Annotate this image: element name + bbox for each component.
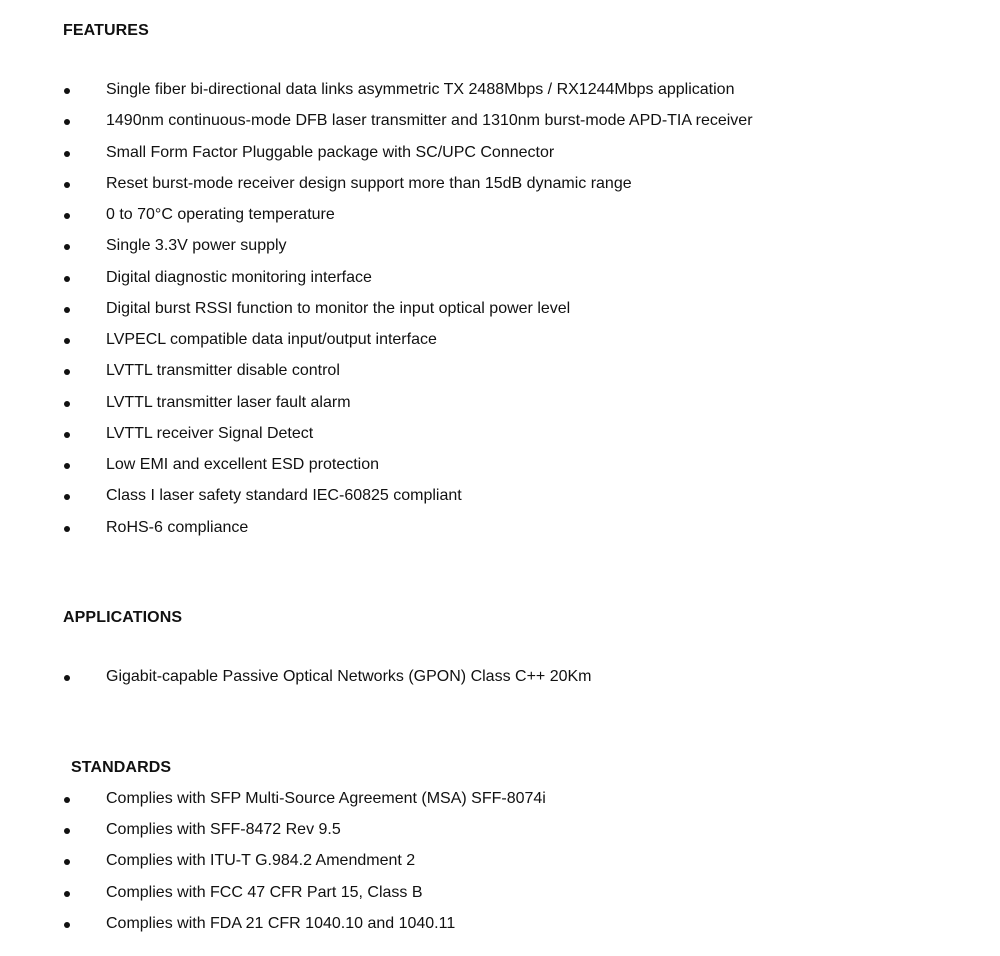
list-item xyxy=(0,330,753,361)
standards-list xyxy=(0,789,546,945)
bullet-icon xyxy=(64,401,70,407)
list-item-text: Complies with FDA 21 CFR 1040.10 and 1040.11 xyxy=(106,914,456,932)
list-item-text: Reset burst-mode receiver design support more than 15dB dynamic range xyxy=(106,174,632,192)
list-item xyxy=(0,486,753,517)
list-item xyxy=(0,667,592,698)
bullet-icon xyxy=(64,88,70,94)
list-item xyxy=(0,205,753,236)
applications-list xyxy=(0,667,592,698)
list-item xyxy=(0,80,753,111)
list-item xyxy=(0,268,753,299)
bullet-icon xyxy=(64,891,70,897)
list-item xyxy=(0,851,546,882)
bullet-icon xyxy=(64,119,70,125)
list-item-text: LVTTL transmitter laser fault alarm xyxy=(106,393,351,411)
bullet-icon xyxy=(64,828,70,834)
bullet-icon xyxy=(64,369,70,375)
list-item-text: LVPECL compatible data input/output interface xyxy=(106,331,437,348)
list-item-text: RoHS-6 compliance xyxy=(106,518,249,536)
list-item-text: 0 to 70°C operating temperature xyxy=(106,206,335,223)
bullet-icon xyxy=(64,276,70,282)
list-item xyxy=(0,455,753,486)
bullet-icon xyxy=(64,526,70,532)
bullet-icon xyxy=(64,494,70,500)
bullet-icon xyxy=(64,797,70,803)
bullet-icon xyxy=(64,675,70,681)
list-item-text: Class I laser safety standard IEC-60825 compliant xyxy=(106,487,462,505)
list-item xyxy=(0,174,753,205)
bullet-icon xyxy=(64,182,70,188)
bullet-icon xyxy=(64,463,70,469)
features-heading: FEATURES xyxy=(63,22,149,39)
bullet-icon xyxy=(64,213,70,219)
list-item-text: Complies with ITU-T G.984.2 Amendment 2 xyxy=(106,852,416,870)
list-item-text: Complies with FCC 47 CFR Part 15, Class B xyxy=(106,883,423,901)
list-item xyxy=(0,883,546,914)
bullet-icon xyxy=(64,151,70,157)
list-item xyxy=(0,361,753,392)
list-item xyxy=(0,111,753,142)
list-item-text: Small Form Factor Pluggable package with SC/UPC Connector xyxy=(106,143,555,161)
list-item-text: LVTTL transmitter disable control xyxy=(106,362,340,380)
standards-heading: STANDARDS xyxy=(71,759,172,776)
bullet-icon xyxy=(64,307,70,313)
list-item-text: Single 3.3V power supply xyxy=(106,237,287,255)
features-list xyxy=(0,80,753,549)
bullet-icon xyxy=(64,922,70,928)
list-item xyxy=(0,820,546,851)
list-item-text: Digital burst RSSI function to monitor the input optical power level xyxy=(106,299,571,317)
bullet-icon xyxy=(64,338,70,344)
bullet-icon xyxy=(64,859,70,865)
list-item xyxy=(0,236,753,267)
list-item xyxy=(0,299,753,330)
list-item xyxy=(0,914,546,945)
list-item xyxy=(0,424,753,455)
bullet-icon xyxy=(64,244,70,250)
list-item-text: Low EMI and excellent ESD protection xyxy=(106,456,380,473)
list-item xyxy=(0,393,753,424)
list-item-text: Complies with SFP Multi-Source Agreement (MSA) SFF-8074i xyxy=(106,790,546,807)
list-item-text: Single fiber bi-directional data links asymmetric TX 2488Mbps / RX1244Mbps application xyxy=(106,81,735,98)
list-item-text: Gigabit-capable Passive Optical Networks (GPON) Class C++ 20Km xyxy=(106,668,592,685)
list-item xyxy=(0,518,753,549)
list-item-text: Digital diagnostic monitoring interface xyxy=(106,268,372,286)
list-item-text: LVTTL receiver Signal Detect xyxy=(106,424,314,442)
bullet-icon xyxy=(64,432,70,438)
list-item-text: 1490nm continuous-mode DFB laser transmitter and 1310nm burst-mode APD-TIA receiver xyxy=(106,112,753,130)
list-item xyxy=(0,143,753,174)
list-item-text: Complies with SFF-8472 Rev 9.5 xyxy=(106,821,341,839)
list-item xyxy=(0,789,546,820)
applications-heading: APPLICATIONS xyxy=(63,609,183,626)
